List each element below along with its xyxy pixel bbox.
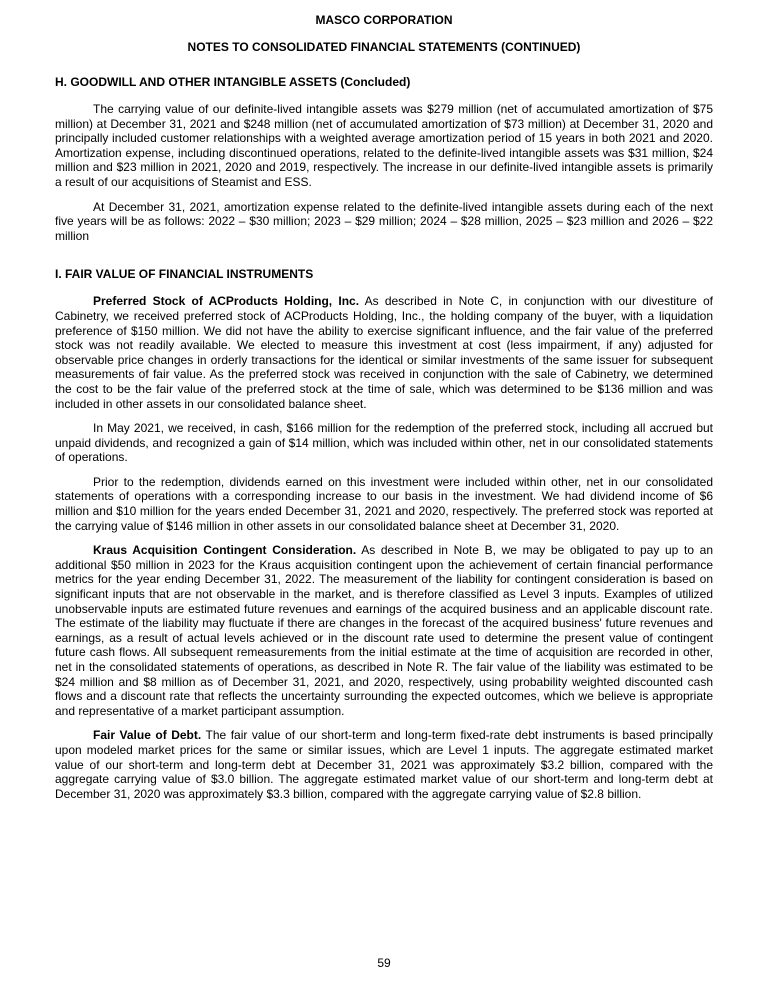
paragraph xyxy=(55,294,713,411)
paragraph xyxy=(55,543,713,718)
paragraph-text: At December 31, 2021, amortization expense related to the definite-lived intangible assets during each of the next five years will be as follows: 2022 – $30 million; 2023 – $29 million; 2024 – $28 million, 2025 – $23 million and 2026 – $22 million xyxy=(55,199,713,243)
paragraph xyxy=(55,200,713,244)
paragraph-lead: Preferred Stock of ACProducts Holding, Inc. xyxy=(93,294,360,309)
page-number: 59 xyxy=(377,956,391,970)
company-name: MASCO CORPORATION xyxy=(315,13,453,27)
paragraph xyxy=(55,102,713,190)
section-heading-goodwill: H. GOODWILL AND OTHER INTANGIBLE ASSETS (Concluded) xyxy=(55,75,411,89)
document-title: NOTES TO CONSOLIDATED FINANCIAL STATEMENTS (CONTINUED) xyxy=(187,40,581,54)
paragraph-lead: Kraus Acquisition Contingent Consideration. xyxy=(93,543,357,558)
section-heading-fair-value: I. FAIR VALUE OF FINANCIAL INSTRUMENTS xyxy=(55,267,314,282)
paragraph-lead: Fair Value of Debt. xyxy=(93,728,202,743)
paragraph-text: The fair value of our short-term and long-term fixed-rate debt instruments is based principally upon modeled market prices for the same or similar issues, which are Level 1 inputs. The aggregate estimated market value of our short-term and long-term debt at December 31, 2021 was approximately $3.2 billion, compared with the aggregate carrying value of $3.0 billion. The aggregate estimated market value of our short-term and long-term debt at December 31, 2020 was approximately $3.3 billion, compared with the aggregate carrying value of $2.8 billion. xyxy=(55,728,713,801)
paragraph-text: In May 2021, we received, in cash, $166 million for the redemption of the preferred stock, including all accrued but unpaid dividends, and recognized a gain of $14 million, which was included within other, net in our consolidated statements of operations. xyxy=(55,421,713,465)
paragraph-text: Prior to the redemption, dividends earned on this investment were included within other, net in our consolidated statements of operations with a corresponding increase to our basis in the investment. We had dividend income of $6 million and $10 million for the years ended December 31, 2021 and 2020, respectively. The preferred stock was reported at the carrying value of $146 million in other assets in our consolidated balance sheet at December 31, 2020. xyxy=(55,474,713,533)
paragraph xyxy=(55,728,713,801)
paragraph-text: The carrying value of our definite-lived intangible assets was $279 million (net of accumulated amortization of $75 million) at December 31, 2021 and $248 million (net of accumulated amortization of $73 million) at December 31, 2020 and principally included customer relationships with a weighted average amortization period of 15 years in both 2021 and 2020. Amortization expense, including discontinued operations, related to the definite-lived intangible assets was $31 million, $24 million and $23 million in 2021, 2020 and 2019, respectively. The increase in our definite-lived intangible assets is primarily a result of our acquisitions of Steamist and ESS. xyxy=(55,102,713,189)
paragraph xyxy=(55,421,713,465)
paragraph-text: As described in Note B, we may be obligated to pay up to an additional $50 million in 2023 for the Kraus acquisition contingent upon the achievement of certain financial performance metrics for the year ending December 31, 2022. The measurement of the liability for contingent consideration is based on significant inputs that are not observable in the market, and is therefore classified as Level 3 inputs. Examples of utilized unobservable inputs are estimated future revenues and earnings of the acquired business and an applicable discount rate. The estimate of the liability may fluctuate if there are changes in the forecast of the acquired business' future revenues and earnings, as a result of actual levels achieved or in the discount rate used to determine the present value of contingent future cash flows. All subsequent remeasurements from the initial estimate at the time of acquisition are recorded in other, net in the consolidated statements of operations, as described in Note R. The fair value of the liability was estimated to be $24 million and $8 million as of December 31, 2021, and 2020, respectively, using probability weighted discounted cash flows and a discount rate that reflects the uncertainty surrounding the expected outcomes, which we believe is appropriate and representative of a market participant assumption. xyxy=(55,543,713,718)
paragraph-text: As described in Note C, in conjunction with our divestiture of Cabinetry, we received preferred stock of ACProducts Holding, Inc., the holding company of the buyer, with a liquidation preference of $150 million. We did not have the ability to exercise significant influence, and the fair value of the preferred stock was not readily available. We elected to measure this investment at cost (less impairment, if any) adjusted for observable price changes in orderly transactions for the identical or similar investments of the same issuer for subsequent measurements of fair value. As the preferred stock was received in conjunction with the sale of Cabinetry, we determined the cost to be the fair value of the preferred stock at the time of sale, which was determined to be $136 million and was included in other assets in our consolidated balance sheet. xyxy=(55,294,713,411)
paragraph xyxy=(55,475,713,533)
